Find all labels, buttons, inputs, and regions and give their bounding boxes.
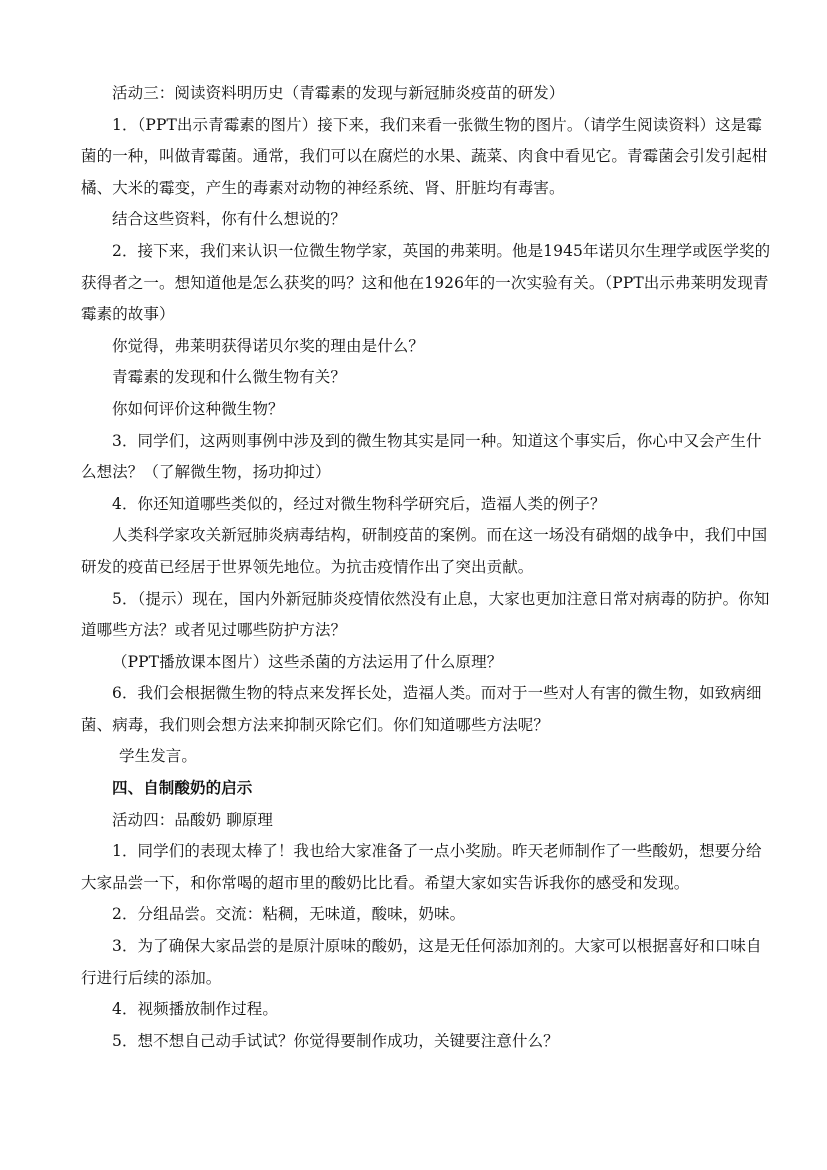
paragraph-same-microbe: 3．同学们，这两则事例中涉及到的微生物其实是同一种。知道这个事实后，你心中又会产生什么想法？（了解微生物，扬功抑过） bbox=[81, 431, 762, 482]
question-sterilization-principle: （PPT播放课本图片）这些杀菌的方法运用了什么原理？ bbox=[112, 652, 503, 671]
paragraph-harmful-microbes: 6．我们会根据微生物的特点来发挥长处，造福人类。而对于一些对人有害的微生物，如致病细菌、病毒，我们则会想方法来抑制灭除它们。你们知道哪些方法呢？ bbox=[81, 684, 762, 734]
student-speak: 学生发言。 bbox=[119, 747, 198, 766]
paragraph-group-tasting: 2．分组品尝。交流：粘稠，无味道，酸味，奶味。 bbox=[112, 905, 466, 924]
paragraph-protection-methods: 5．（提示）现在，国内外新冠肺炎疫情依然没有止息，大家也更加注意日常对病毒的防护。你知道哪些方法？或者见过哪些防护方法？ bbox=[81, 589, 770, 640]
section-four-heading: 四、自制酸奶的启示 bbox=[112, 779, 253, 798]
activity-four-title: 活动四：品酸奶 聊原理 bbox=[112, 810, 274, 829]
paragraph-fleming: 2．接下来，我们来认识一位微生物学家，英国的弗莱明。他是1945年诺贝尔生理学或医学奖的获得者之一。想知道他是怎么获奖的吗？这和他在1926年的一次实验有关。（PPT出示弗莱明发现青霉素的故事） bbox=[81, 241, 771, 324]
paragraph-vaccine-case: 人类科学家攻关新冠肺炎病毒结构，研制疫苗的案例。而在这一场没有硝烟的战争中，我们中国研发的疫苗已经居于世界领先地位。为抗击疫情作出了突出贡献。 bbox=[81, 526, 768, 576]
paragraph-penicillium-intro: 1．（PPT出示青霉素的图片）接下来，我们来看一张微生物的图片。（请学生阅读资料）这是霉菌的一种，叫做青霉菌。通常，我们可以在腐烂的水果、蔬菜、肉食中看见它。青霉菌会引发引起柑橘、大米的霉变，产生的毒素对动物的神经系统、肾、肝脏均有毒害。 bbox=[81, 115, 768, 197]
question-evaluate-microbe: 你如何评价这种微生物？ bbox=[112, 399, 284, 418]
document-body bbox=[81, 78, 771, 1057]
question-thoughts: 结合这些资料，你有什么想说的？ bbox=[112, 210, 347, 229]
question-nobel-reason: 你觉得，弗莱明获得诺贝尔奖的理由是什么？ bbox=[112, 336, 425, 355]
question-similar-examples: 4．你还知道哪些类似的，经过对微生物科学研究后，造福人类的例子？ bbox=[112, 494, 606, 513]
paragraph-yogurt-reward: 1．同学们的表现太棒了！我也给大家准备了一点小奖励。昨天老师制作了一些酸奶，想要分给大家品尝一下，和你常喝的超市里的酸奶比比看。希望大家如实告诉我你的感受和发现。 bbox=[81, 842, 762, 892]
question-try-yourself: 5．想不想自己动手试试？你觉得要制作成功，关键要注意什么？ bbox=[112, 1031, 559, 1050]
question-microbe-relation: 青霉素的发现和什么微生物有关？ bbox=[112, 368, 347, 387]
paragraph-no-additives: 3．为了确保大家品尝的是原汁原味的酸奶，这是无任何添加剂的。大家可以根据喜好和口味自行进行后续的添加。 bbox=[81, 937, 762, 987]
activity-three-title: 活动三：阅读资料明历史（青霉素的发现与新冠肺炎疫苗的研发） bbox=[112, 84, 565, 102]
paragraph-video-process: 4．视频播放制作过程。 bbox=[112, 1000, 278, 1019]
